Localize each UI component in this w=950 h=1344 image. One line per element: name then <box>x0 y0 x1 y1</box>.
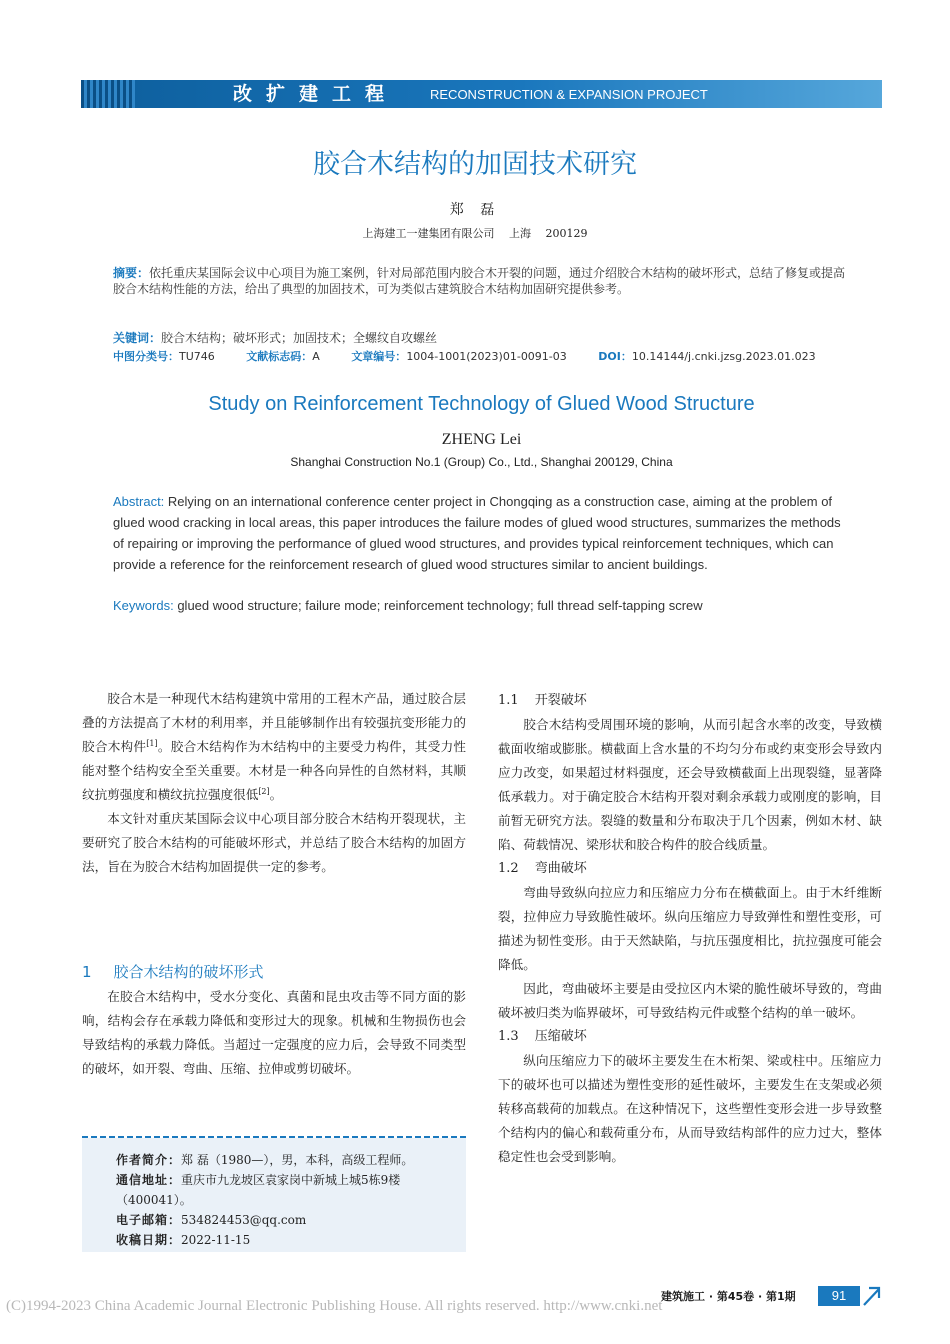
note-address-text: 重庆市九龙坡区袁家岗中新城上城5栋9楼 <box>181 1173 401 1187</box>
author-note <box>82 1138 466 1252</box>
article-title-cn: 胶合木结构的加固技术研究 <box>313 149 637 180</box>
doc-code-label: 文献标志码： <box>246 350 313 363</box>
note-email-link[interactable]: 534824453@qq.com <box>181 1213 307 1227</box>
intro-p1-part-a: 胶合木是一种现代木结构建筑中常用的工程木产品，通过胶合层叠的方法提高了木材的利用率，并且能够制作出有较强抗变形能力的胶合木构件 <box>82 691 466 754</box>
copyright-watermark: (C)1994-2023 China Academic Journal Electronic Publishing House. All rights reserved. http://www.cnki.net <box>6 1298 663 1314</box>
section-1-2-number: 1.2 <box>498 861 519 876</box>
article-title-en: Study on Reinforcement Technology of Glued Wood Structure <box>208 393 755 415</box>
keywords-en-label: Keywords: <box>113 598 174 613</box>
keywords-en-text: glued wood structure; failure mode; reinforcement technology; full thread self-tapping screw <box>177 598 703 613</box>
section-1-2-heading <box>498 857 882 881</box>
author-cn: 郑 磊 <box>449 202 501 218</box>
section-1-heading <box>82 960 472 984</box>
affiliation-cn: 上海建工一建集团有限公司 上海 200129 <box>362 227 588 240</box>
section-1-2-title: 弯曲破坏 <box>534 861 587 876</box>
abstract-cn-text: 依托重庆某国际会议中心项目为施工案例，针对局部范围内胶合木开裂的问题，通过介绍胶合木结构的破坏形式，总结了修复或提高胶合木结构性能的方法，给出了典型的加固技术，可为类似古建筑胶合木结构加固研究提供参考。 <box>113 266 846 296</box>
clc-value: TU746 <box>179 350 215 363</box>
section-1-1-heading <box>498 689 882 713</box>
banner-section-en: RECONSTRUCTION & EXPANSION PROJECT <box>430 87 708 102</box>
doi-label: DOI： <box>598 350 632 363</box>
abstract-cn <box>113 265 853 297</box>
section-1-1-title: 开裂破坏 <box>534 693 587 708</box>
intro-p1-part-c: 。 <box>269 787 283 802</box>
section-1-title: 胶合木结构的破坏形式 <box>113 963 264 981</box>
note-received <box>116 1230 250 1250</box>
doi-value: 10.14144/j.cnki.jzsg.2023.01.023 <box>631 350 816 363</box>
note-received-date: 2022-11-15 <box>181 1233 251 1247</box>
intro-paragraph-2: 本文针对重庆某国际会议中心项目部分胶合木结构开裂现状，主要研究了胶合木结构的可能破坏形式，并总结了胶合木结构的加固方法，旨在为胶合木结构加固提供一定的参考。 <box>82 811 466 874</box>
article-no-label: 文章编号： <box>351 350 407 363</box>
section-1-1-paragraph: 胶合木结构受周围环境的影响，从而引起含水率的改变，导致横截面收缩或膨胀。横截面上含水量的不均匀分布或约束变形会导致内应力改变，如果超过材料强度，还会导致横截面上出现裂缝，显著降低承载力。对于确定胶合木结构开裂对剩余承载力或刚度的影响，目前暂无研究方法。裂缝的数量和分布取决于几个因素，例如木材、缺陷、荷载情况、梁形状和胶合构件的胶合线质量。 <box>498 717 882 852</box>
section-1-3-title: 压缩破坏 <box>534 1029 587 1044</box>
clc-label: 中图分类号： <box>113 350 179 363</box>
section-1-2-paragraph-1: 弯曲导致纵向拉应力和压缩应力分布在横截面上。由于木纤维断裂，拉伸应力导致脆性破坏。纵向压缩应力导致弹性和塑性变形，可描述为韧性变形。由于天然缺陷，与抗压强度相比，抗拉强度可能会降低。 <box>498 885 882 972</box>
note-bio <box>116 1150 413 1170</box>
section-banner <box>81 80 882 108</box>
note-address <box>116 1170 400 1190</box>
article-no-value: 1004-1001(2023)01-0091-03 <box>406 350 567 363</box>
abstract-en-label: Abstract: <box>113 494 165 509</box>
right-column <box>498 689 882 1169</box>
note-address-label: 通信地址： <box>116 1173 182 1187</box>
banner-stripe <box>81 80 135 108</box>
page-number: 91 <box>818 1286 860 1306</box>
intro-paragraph-1 <box>82 687 466 807</box>
journal-footer: 建筑施工 · 第45卷 · 第1期 <box>661 1290 796 1303</box>
banner-section-cn: 改扩建工程 <box>233 83 399 105</box>
note-address-postcode: （400041）。 <box>116 1193 192 1207</box>
section-1-3-number: 1.3 <box>498 1029 519 1044</box>
keywords-en <box>113 595 853 616</box>
ref-1[interactable]: [1] <box>146 738 158 748</box>
note-email <box>116 1210 306 1230</box>
abstract-en <box>113 491 853 575</box>
author-en: ZHENG Lei <box>441 431 522 448</box>
section-1-number: 1 <box>82 963 92 981</box>
arrow-icon <box>862 1285 882 1307</box>
article-meta <box>113 349 873 365</box>
intro-p1-part-b: 。胶合木结构作为木结构中的主要受力构件，其受力性能对整个结构安全至关重要。木材是一种各向异性的自然材料，其顺纹抗剪强度和横纹抗拉强度很低 <box>82 739 467 802</box>
note-bio-label: 作者简介： <box>116 1153 182 1167</box>
section-1-2-paragraph-2: 因此，弯曲破坏主要是由受拉区内木梁的脆性破坏导致的，弯曲破坏被归类为临界破坏，可导致结构元件或整个结构的单一破坏。 <box>498 981 882 1020</box>
keywords-cn-text: 胶合木结构；破坏形式；加固技术；全螺纹自攻螺丝 <box>161 331 438 345</box>
section-1-3-heading <box>498 1025 882 1049</box>
doc-code-value: A <box>312 350 320 363</box>
note-bio-text: 郑 磊（1980—），男，本科，高级工程师。 <box>181 1153 414 1167</box>
note-email-label: 电子邮箱： <box>116 1213 182 1227</box>
left-column <box>82 687 466 879</box>
section-1-body <box>82 985 466 1081</box>
note-received-label: 收稿日期： <box>116 1233 182 1247</box>
section-1-3-paragraph: 纵向压缩应力下的破坏主要发生在木桁架、梁或柱中。压缩应力下的破坏也可以描述为塑性变形的延性破坏，主要发生在支架或必须转移高载荷的加载点。在这种情况下，这些塑性变形会进一步导致整个结构内的偏心和载荷重分布，从而导致结构部件的应力过大，整体稳定性也会受到影响。 <box>498 1053 882 1164</box>
affiliation-en: Shanghai Construction No.1 (Group) Co., Ltd., Shanghai 200129, China <box>290 455 673 469</box>
abstract-en-text: Relying on an international conference center project in Chongqing as a construction case, aiming at the problem of glued wood cracking in local areas, this paper introduces the failure modes of glued wood structures, summarizes the methods of repairing or improving the performance of glued wood structures, and provides typical reinforcement techniques, which can provide a reference for the reinforcement research of glued wood structures similar to ancient buildings. <box>113 494 841 572</box>
section-1-paragraph: 在胶合木结构中，受水分变化、真菌和昆虫攻击等不同方面的影响，结构会存在承载力降低和变形过大的现象。机械和生物损伤也会导致结构的承载力降低。当超过一定强度的应力后，会导致不同类型的破坏，如开裂、弯曲、压缩、拉伸或剪切破坏。 <box>82 989 466 1076</box>
abstract-cn-label: 摘要： <box>113 266 150 280</box>
keywords-cn <box>113 330 853 346</box>
section-1-1-number: 1.1 <box>498 693 519 708</box>
keywords-cn-label: 关键词： <box>113 331 162 345</box>
ref-2[interactable]: [2] <box>258 786 270 796</box>
